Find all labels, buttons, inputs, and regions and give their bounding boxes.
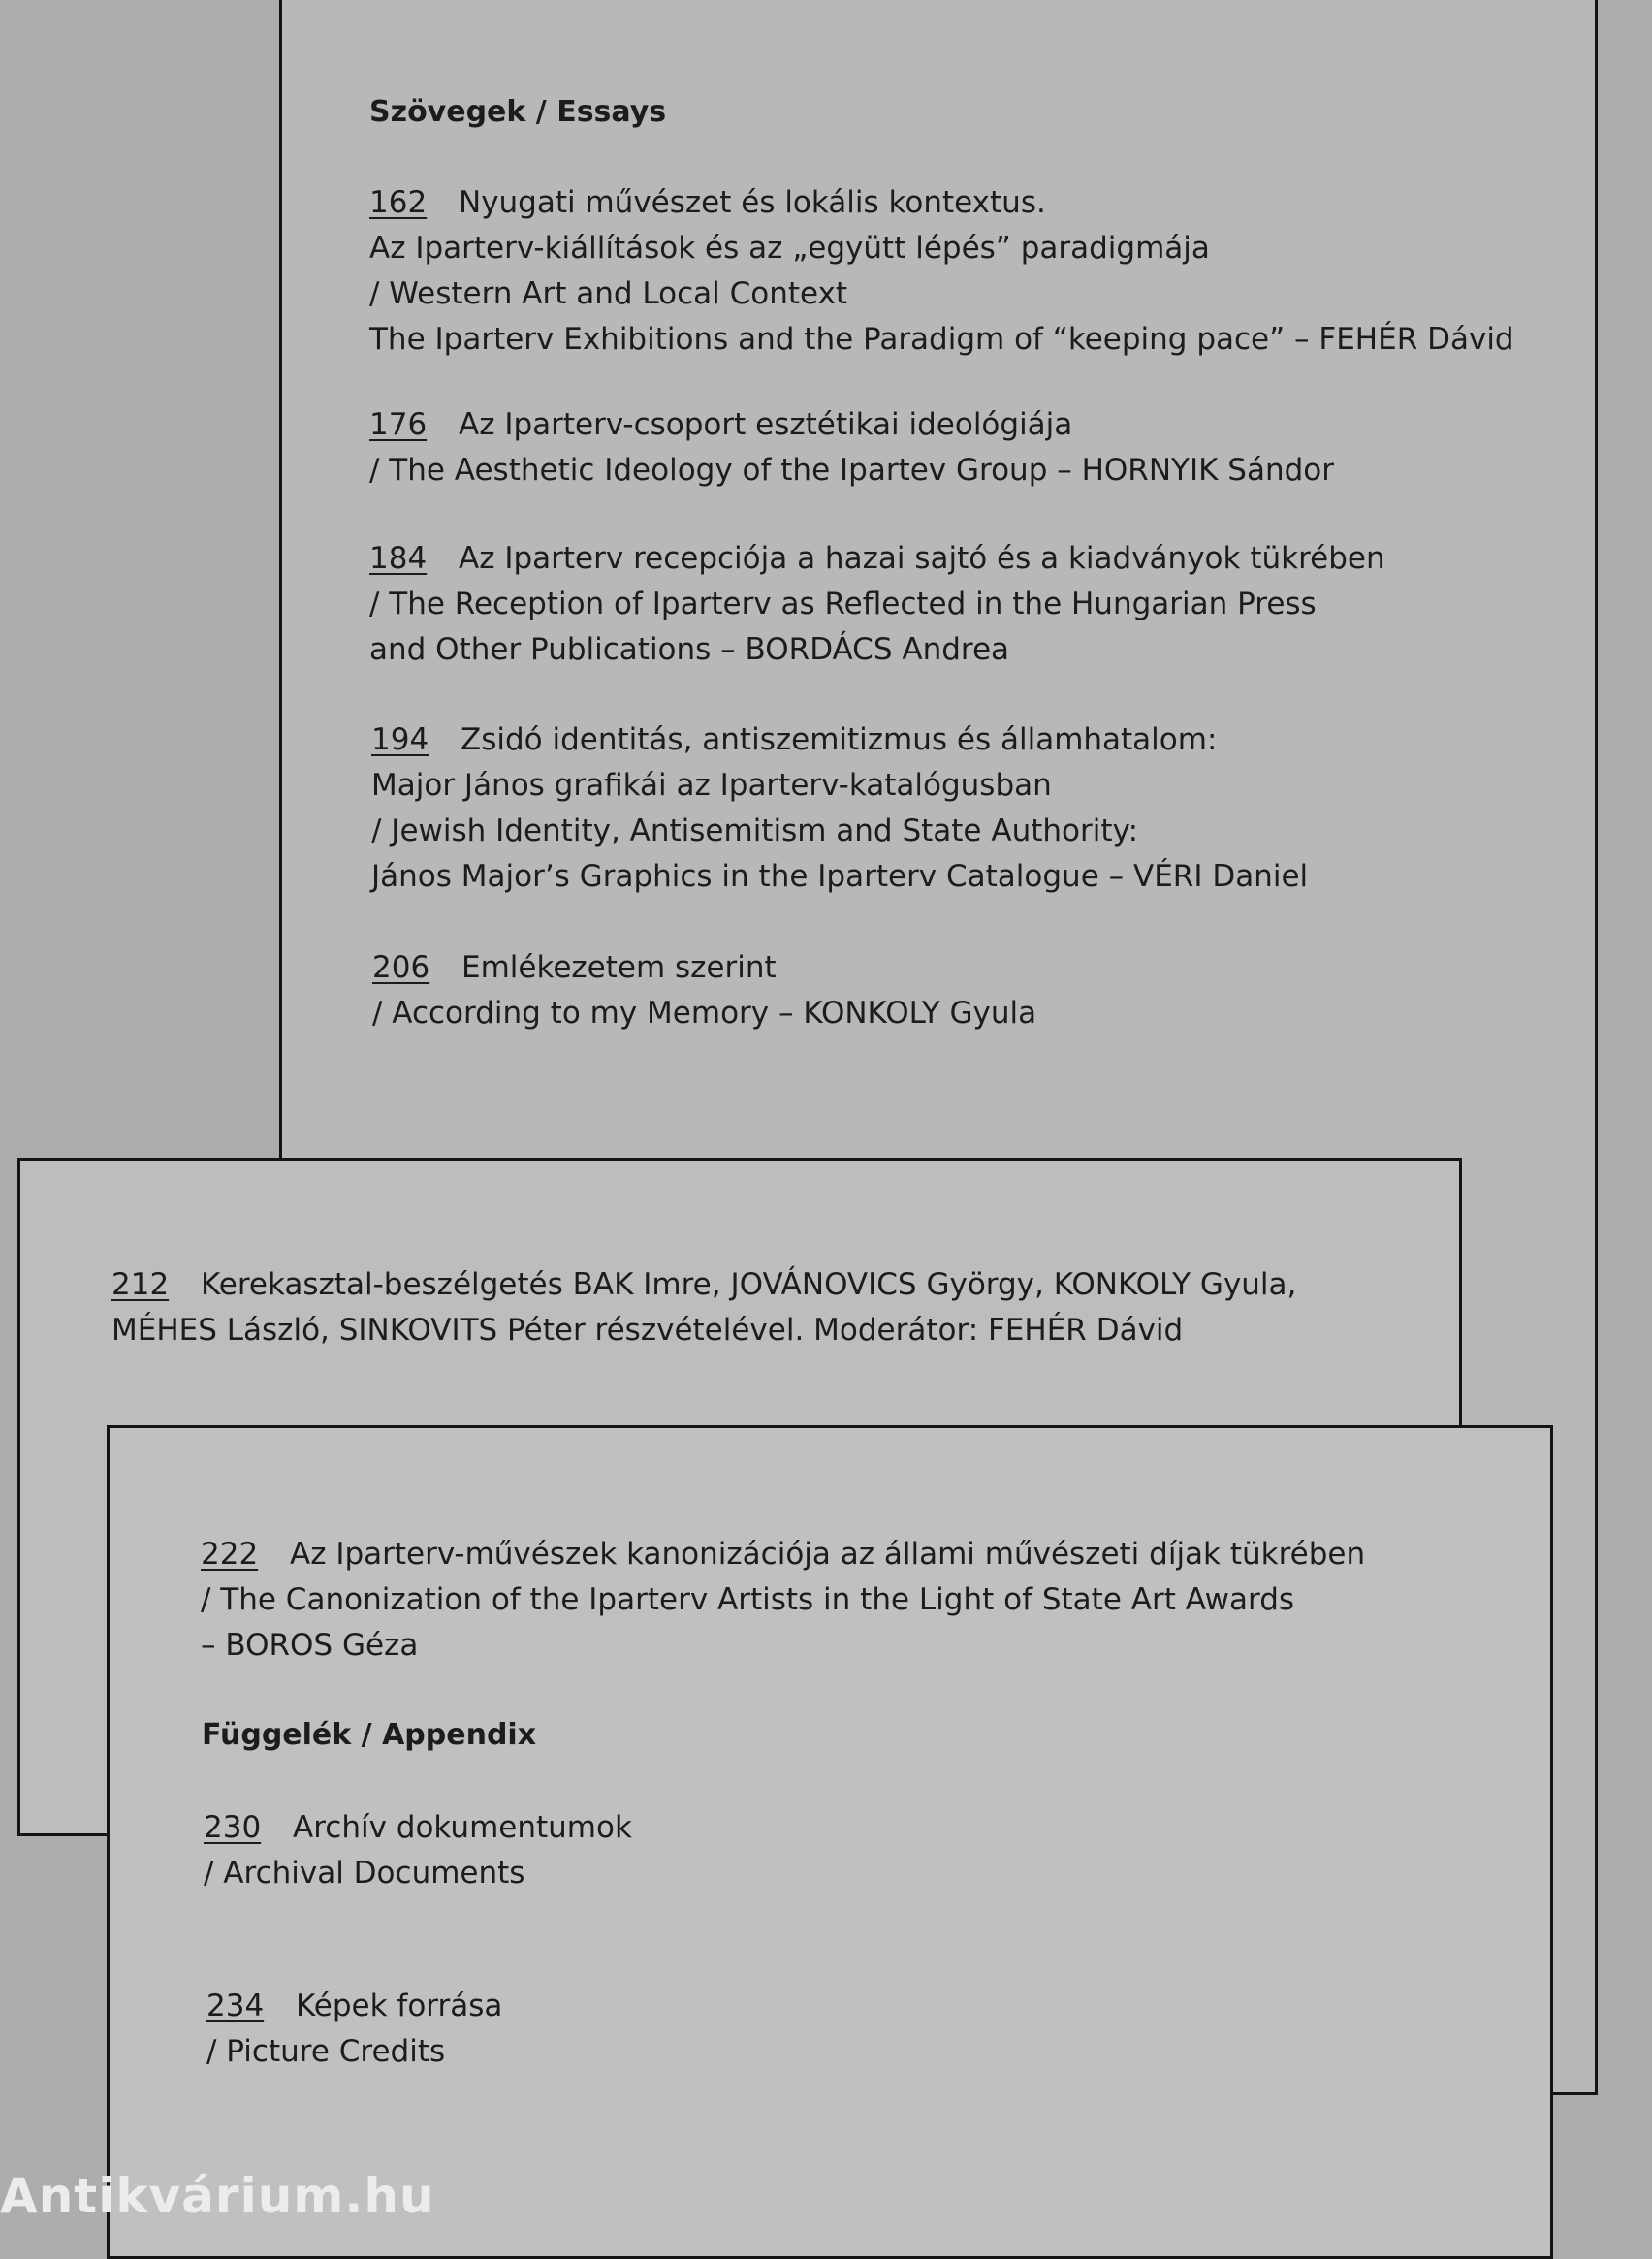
watermark-text: Antikvárium.hu	[0, 2168, 435, 2224]
page-number: 176	[369, 407, 428, 442]
entry-line: / Picture Credits	[206, 2034, 446, 2069]
toc-entry-234	[206, 1984, 502, 2075]
entry-line: The Iparterv Exhibitions and the Paradigm of “keeping pace” – FEHÉR Dávid	[369, 322, 1514, 357]
page-number: 230	[204, 1810, 262, 1845]
entry-line: – BOROS Géza	[201, 1628, 419, 1663]
page-number: 212	[111, 1267, 170, 1302]
page-number: 206	[372, 950, 430, 985]
entry-line: and Other Publications – BORDÁCS Andrea	[369, 632, 1010, 667]
entry-title: Zsidó identitás, antiszemitizmus és államhatalom:	[461, 722, 1218, 757]
entry-title: Képek forrása	[296, 1989, 503, 2023]
appendix-heading: Függelék / Appendix	[202, 1718, 537, 1752]
entry-title: Kerekasztal-beszélgetés BAK Imre, JOVÁNOVICS György, KONKOLY Gyula,	[201, 1267, 1297, 1302]
entry-line: MÉHES László, SINKOVITS Péter részvételével. Moderátor: FEHÉR Dávid	[111, 1313, 1184, 1348]
entry-line: / According to my Memory – KONKOLY Gyula	[372, 996, 1037, 1031]
toc-entry-212	[111, 1262, 1296, 1353]
toc-entry-206	[372, 945, 1036, 1036]
entry-title: Nyugati művészet és lokális kontextus.	[459, 185, 1046, 220]
page-number: 194	[371, 722, 429, 757]
entry-title: Az Iparterv recepciója a hazai sajtó és a kiadványok tükrében	[459, 541, 1385, 576]
toc-entry-222	[201, 1532, 1365, 1669]
entry-line: / The Canonization of the Iparterv Artists in the Light of State Art Awards	[201, 1582, 1295, 1617]
entry-line: / Archival Documents	[204, 1856, 525, 1891]
entry-line: / Jewish Identity, Antisemitism and State Authority:	[371, 813, 1139, 848]
essays-heading: Szövegek / Essays	[369, 95, 667, 129]
page-number: 162	[369, 185, 428, 220]
entry-line: / The Reception of Iparterv as Reflected in the Hungarian Press	[369, 587, 1317, 621]
entry-line: / The Aesthetic Ideology of the Ipartev Group – HORNYIK Sándor	[369, 453, 1334, 488]
entry-title: Archív dokumentumok	[293, 1810, 632, 1845]
page-number: 222	[201, 1537, 259, 1572]
page-number: 184	[369, 541, 428, 576]
entry-line: / Western Art and Local Context	[369, 276, 848, 311]
entry-line: János Major’s Graphics in the Iparterv Catalogue – VÉRI Daniel	[371, 859, 1309, 894]
entry-title: Emlékezetem szerint	[461, 950, 777, 985]
entry-line: Az Iparterv-kiállítások és az „együtt lépés” paradigmája	[369, 231, 1210, 266]
toc-entry-230	[204, 1805, 632, 1896]
toc-entry-184	[369, 536, 1385, 673]
page-number: 234	[206, 1989, 265, 2023]
toc-entry-162	[369, 180, 1514, 363]
entry-title: Az Iparterv-művészek kanonizációja az állami művészeti díjak tükrében	[290, 1537, 1366, 1572]
entry-title: Az Iparterv-csoport esztétikai ideológiája	[459, 407, 1073, 442]
toc-entry-176	[369, 402, 1334, 493]
entry-line: Major János grafikái az Iparterv-katalógusban	[371, 768, 1052, 803]
toc-entry-194	[371, 717, 1308, 900]
